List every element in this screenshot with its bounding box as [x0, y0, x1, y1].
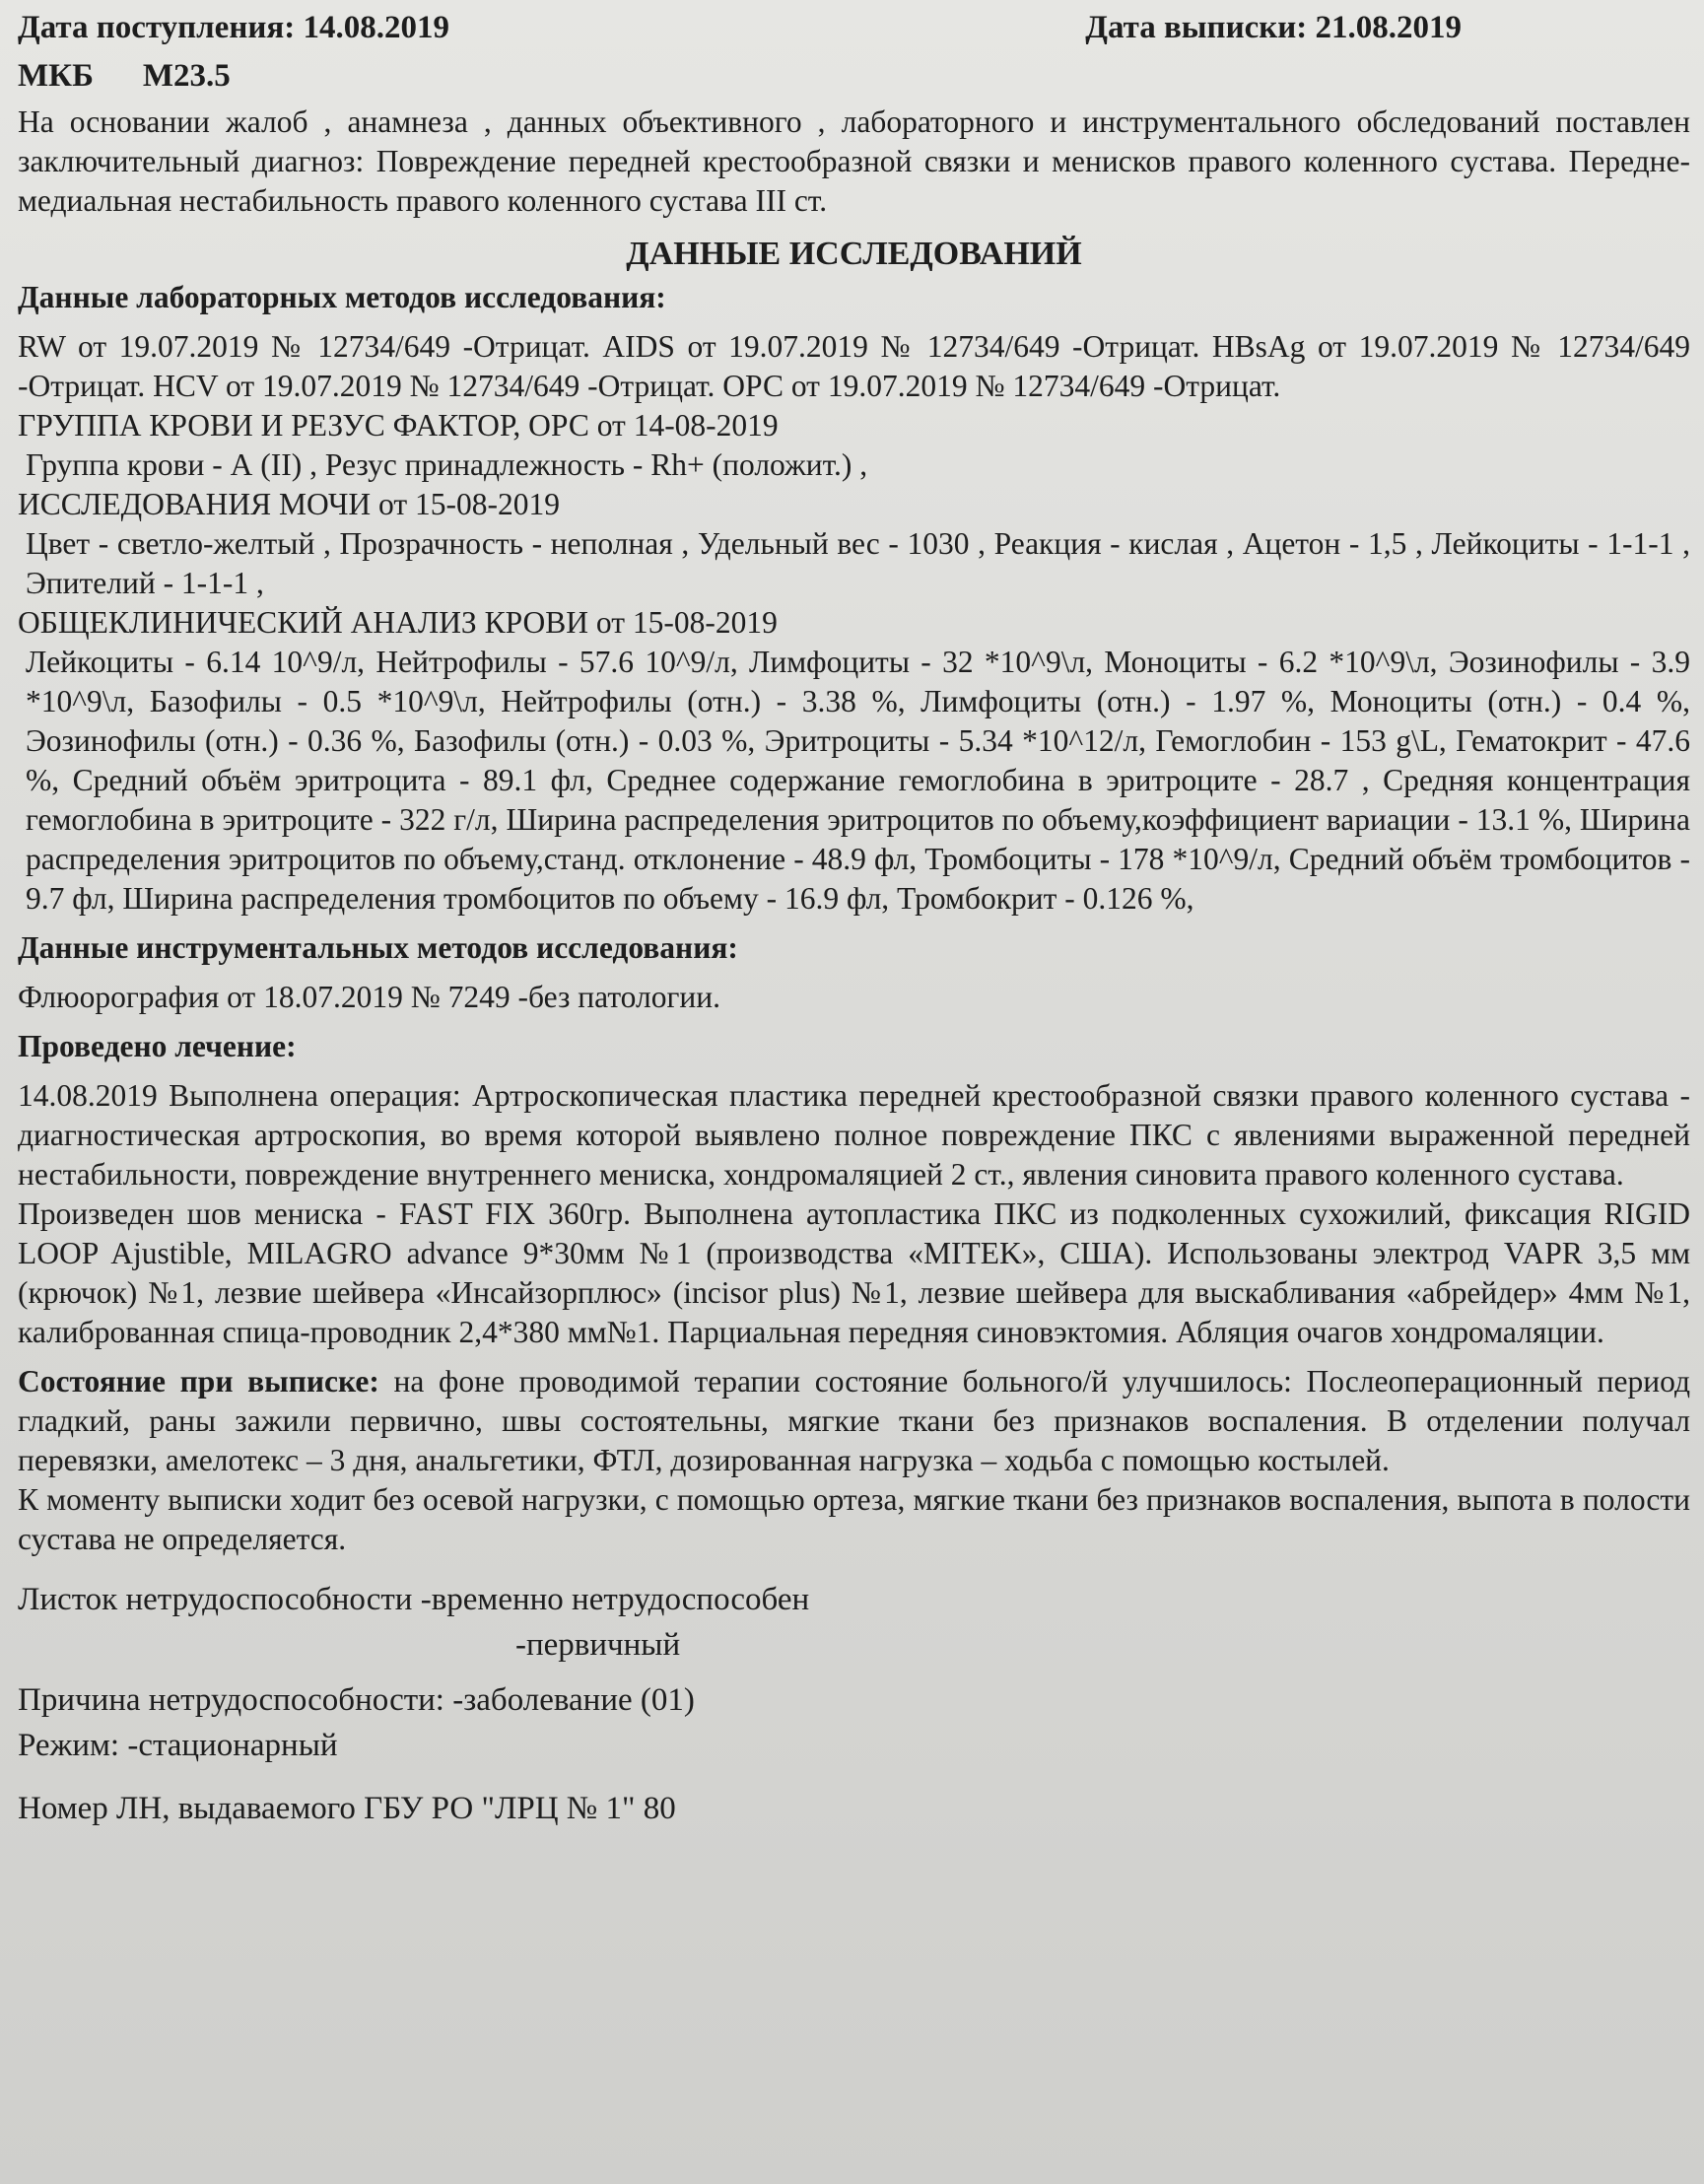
sick-leave-number: Номер ЛН, выдаваемого ГБУ РО "ЛРЦ № 1" 80	[18, 1791, 676, 1826]
urine-title: ИССЛЕДОВАНИЯ МОЧИ от 15-08-2019	[18, 487, 561, 521]
operation-details: Произведен шов мениска - FAST FIX 360гр. Выполнена аутопластика ПКС из подколенных сухожилий, фиксация RIGID LOOP Ajustible, MILAGRO advance 9*30мм №1 (производства «MITEK», США). Использованы электрод VAPR 3,5 мм (крючок) №1, лезвие шейвера «Инсайзорплюс» (incisor plus) №1, лезвие шейвера для выскабливания «абрейдер» 4мм №1, калиброванная спица-проводник 2,4*380 мм№1. Парциальная передняя синовэктомия. Абляция очагов хондромаляции.	[18, 1196, 1690, 1349]
sick-leave-cause: Причина нетрудоспособности: -заболевание (01)	[18, 1682, 695, 1718]
dates-row	[18, 6, 1690, 49]
urine-text: Цвет - светло-желтый , Прозрачность - неполная , Удельный вес - 1030 , Реакция - кислая , Ацетон - 1,5 , Лейкоциты - 1-1-1 , Эпителий - 1-1-1 ,	[26, 526, 1690, 600]
sick-leave-mode: Режим: -стационарный	[18, 1728, 338, 1763]
discharge-state-text: на фоне проводимой терапии состояние больного/й улучшилось: Послеоперационный период гладкий, раны зажили первично, швы состоятельны, мягкие ткани без признаков воспаления. В отделении получал перевязки, амелотекс – 3 дня, анальгетики, ФТЛ, дозированная нагрузка – ходьба с помощью костылей.	[18, 1364, 1690, 1477]
blood-group-title: ГРУППА КРОВИ И РЕЗУС ФАКТОР, ОРС от 14-08-2019	[18, 408, 779, 443]
discharge-state	[18, 1362, 1690, 1480]
discharge-state-text-2: К моменту выписки ходит без осевой нагрузки, с помощью ортеза, мягкие ткани без признаков воспаления, выпота в полости сустава не определяется.	[18, 1482, 1690, 1556]
admission-date: Дата поступления: 14.08.2019	[18, 10, 449, 45]
discharge-state-heading: Состояние при выписке:	[18, 1364, 379, 1399]
operation-text: 14.08.2019 Выполнена операция: Артроскопическая пластика передней крестообразной связки правого коленного сустава - диагностическая артроскопия, во время которой выявлено полное повреждение ПКС с явлениями выраженной передней нестабильности, повреждение внутреннего мениска, хондромаляцией 2 ст., явления синовита правого коленного сустава.	[18, 1078, 1690, 1192]
lab-heading: Данные лабораторных методов исследования:	[18, 280, 666, 314]
research-title: ДАННЫЕ ИССЛЕДОВАНИЙ	[626, 236, 1082, 272]
treatment-heading: Проведено лечение:	[18, 1029, 297, 1063]
icd-row	[18, 49, 1690, 102]
discharge-date: Дата выписки: 21.08.2019	[1085, 10, 1462, 45]
sick-leave-line: Листок нетрудоспособности -временно нетрудоспособен	[18, 1582, 810, 1617]
final-diagnosis: На основании жалоб , анамнеза , данных объективного , лабораторного и инструментального обследований поставлен заключительный диагноз: Повреждение передней крестообразной связки и менисков правого коленного сустава. Передне-медиальная нестабильность правого коленного сустава III ст.	[18, 104, 1690, 218]
blood-group-text: Группа крови - А (II) , Резус принадлежность - Rh+ (положит.) ,	[26, 447, 868, 482]
instrumental-text: Флюорография от 18.07.2019 № 7249 -без патологии.	[18, 980, 720, 1014]
sick-leave-primary: -первичный	[515, 1627, 681, 1663]
icd-label: МКБ	[18, 58, 94, 94]
cbc-text: Лейкоциты - 6.14 10^9/л, Нейтрофилы - 57.6 10^9/л, Лимфоциты - 32 *10^9\л, Моноциты - 6.2 *10^9\л, Эозинофилы - 3.9 *10^9\л, Базофилы - 0.5 *10^9\л, Нейтрофилы (отн.) - 3.38 %, Лимфоциты (отн.) - 1.97 %, Моноциты (отн.) - 0.4 %, Эозинофилы (отн.) - 0.36 %, Базофилы (отн.) - 0.03 %, Эритроциты - 5.34 *10^12/л, Гемоглобин - 153 g\L, Гематокрит - 47.6 %, Средний объём эритроцита - 89.1 фл, Среднее содержание гемоглобина в эритроците - 28.7 , Средняя концентрация гемоглобина в эритроците - 322 г/л, Ширина распределения эритроцитов по объему,коэффициент вариации - 13.1 %, Ширина распределения эритроцитов по объему,станд. отклонение - 48.9 фл, Тромбоциты - 178 *10^9/л, Средний объём тромбоцитов - 9.7 фл, Ширина распределения тромбоцитов по объему - 16.9 фл, Тромбокрит - 0.126 %,	[26, 645, 1690, 916]
instrumental-heading: Данные инструментальных методов исследования:	[18, 930, 738, 965]
infection-tests: RW от 19.07.2019 № 12734/649 -Отрицат. AIDS от 19.07.2019 № 12734/649 -Отрицат. HBsAg от 19.07.2019 № 12734/649 -Отрицат. HCV от 19.07.2019 № 12734/649 -Отрицат. ОРС от 19.07.2019 № 12734/649 -Отрицат.	[18, 329, 1690, 403]
cbc-title: ОБЩЕКЛИНИЧЕСКИЙ АНАЛИЗ КРОВИ от 15-08-2019	[18, 605, 778, 640]
icd-code: M23.5	[142, 58, 231, 94]
